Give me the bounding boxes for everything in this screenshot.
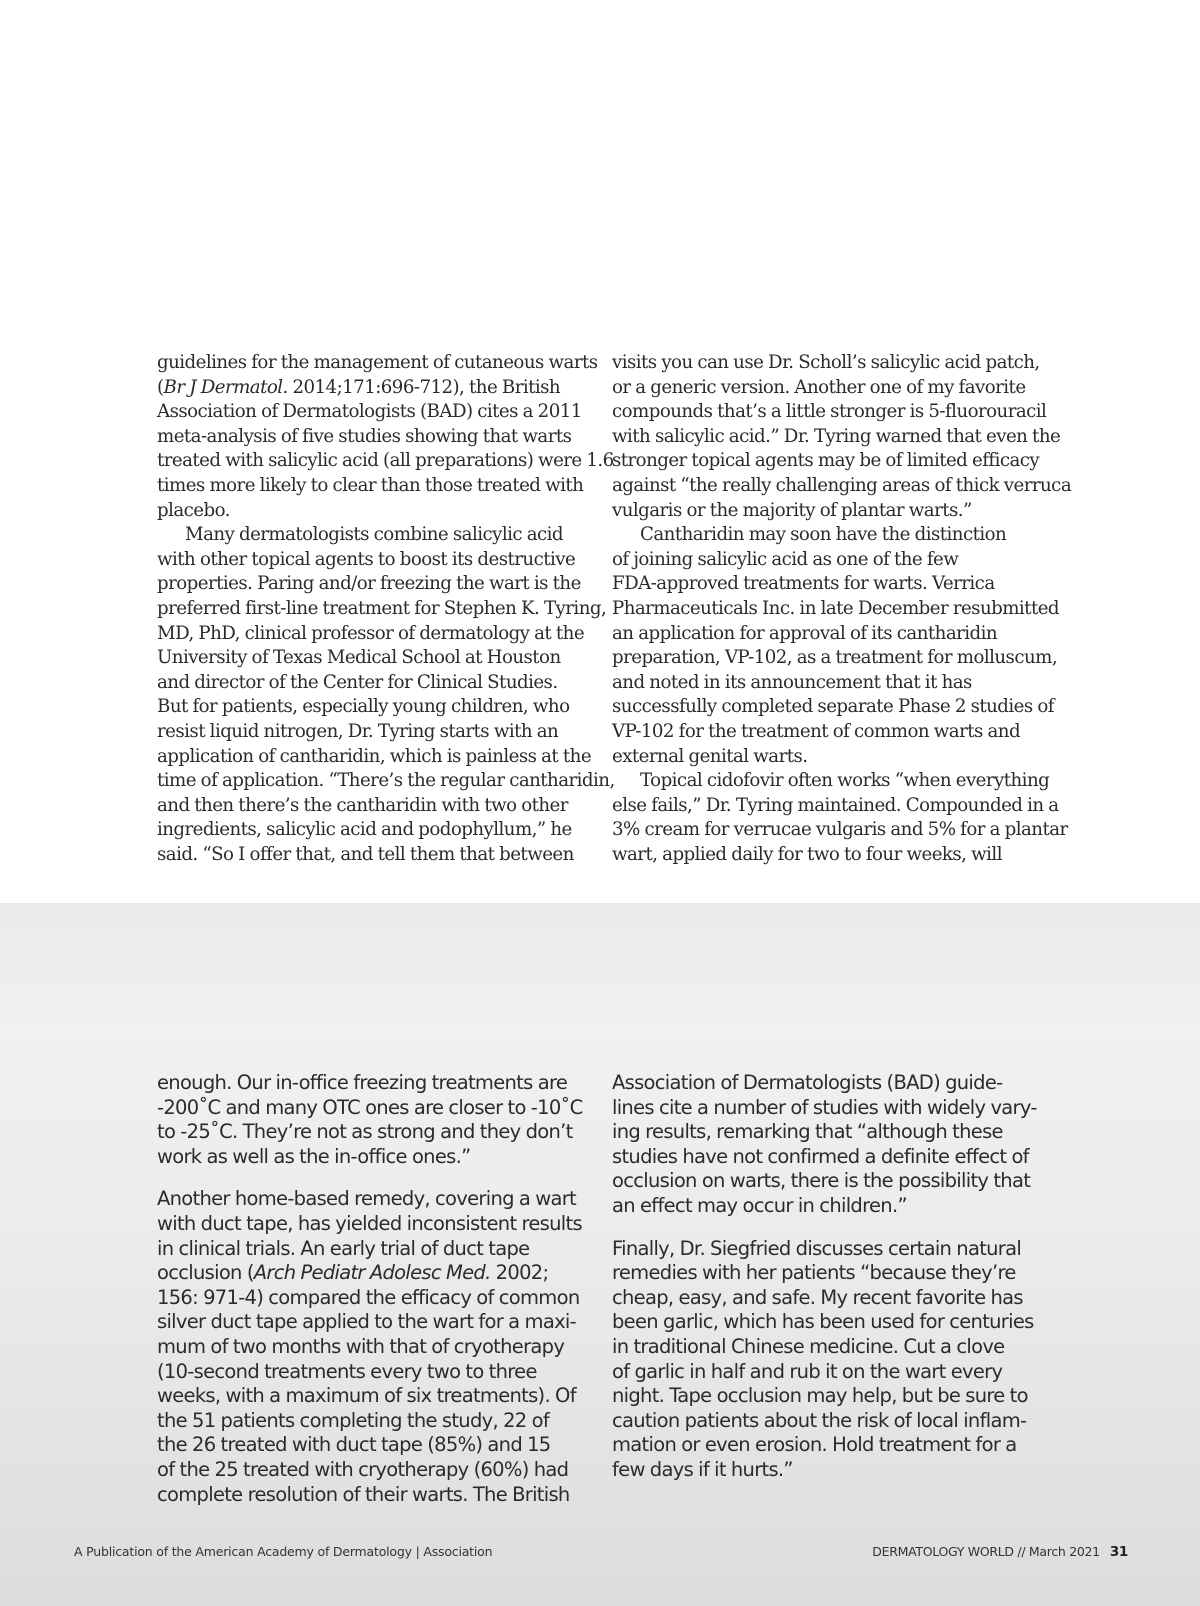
text-line: been garlic, which has been used for centuries xyxy=(612,1310,1034,1334)
text-line: (10-second treatments every two to three xyxy=(157,1359,537,1383)
text-line: to -25˚C. They’re not as strong and they don’t xyxy=(157,1120,573,1144)
text-line: MD, PhD, clinical professor of dermatology at the xyxy=(157,622,585,644)
text-line: times more likely to clear than those treated with xyxy=(157,474,584,496)
text-line: guidelines for the management of cutaneous warts xyxy=(157,352,598,373)
text-line: in clinical trials. An early trial of duct tape xyxy=(157,1236,530,1260)
text-line: resist liquid nitrogen, Dr. Tyring starts with an xyxy=(157,720,559,742)
text-line: successfully completed separate Phase 2 studies of xyxy=(612,696,1054,718)
text-line: in traditional Chinese medicine. Cut a clove xyxy=(612,1334,1005,1358)
text-line: FDA-approved treatments for warts. Verrica xyxy=(612,573,995,595)
text-line: with other topical agents to boost its destructive xyxy=(157,548,576,570)
text-line: complete resolution of their warts. The British xyxy=(157,1482,570,1506)
text-line: ingredients, salicylic acid and podophyllum,” he xyxy=(157,819,572,841)
text-line: weeks, with a maximum of six treatments). Of xyxy=(157,1384,576,1408)
text-line: VP-102 for the treatment of common warts and xyxy=(612,720,1021,742)
text-line: against “the really challenging areas of thick verruca xyxy=(612,474,1072,496)
text-line: enough. Our in-office freezing treatments are xyxy=(157,1071,568,1094)
text-line: wart, applied daily for two to four weeks, will xyxy=(612,843,1002,865)
text-line: vulgaris or the majority of plantar warts.” xyxy=(612,499,972,521)
text-line: and noted in its announcement that it has xyxy=(612,671,972,693)
text-line: caution patients about the risk of local inflam- xyxy=(612,1408,1027,1432)
text-line: with duct tape, has yielded inconsistent results xyxy=(157,1211,582,1235)
text-line: Finally, Dr. Siegfried discusses certain natural xyxy=(612,1236,1022,1260)
text-line: said. “So I offer that, and tell them that between xyxy=(157,843,574,865)
text-line: placebo. xyxy=(157,499,230,521)
text-line: occlusion on warts, there is the possibility that xyxy=(612,1169,1031,1193)
article-column-3 xyxy=(157,1071,589,1507)
text-line: Cantharidin may soon have the distinction xyxy=(640,524,1007,546)
text-line: the 51 patients completing the study, 22 of xyxy=(157,1408,549,1432)
text-line: Pharmaceuticals Inc. in late December resubmitted xyxy=(612,597,1060,619)
text-line: ing results, remarking that “although these xyxy=(612,1120,1003,1144)
text-line: with salicylic acid.” Dr. Tyring warned that even the xyxy=(612,425,1061,447)
text-line: stronger topical agents may be of limited efficacy xyxy=(612,450,1040,472)
text-line: visits you can use Dr. Scholl’s salicylic acid patch, xyxy=(612,352,1040,373)
text-line: Association of Dermatologists (BAD) cites a 2011 xyxy=(157,401,582,423)
text-line: (Br J Dermatol. 2014;171:696-712), the British xyxy=(157,376,561,398)
text-line: compounds that’s a little stronger is 5-fluorouracil xyxy=(612,401,1047,423)
text-line: But for patients, especially young children, who xyxy=(157,696,570,718)
text-line: preferred first-line treatment for Stephen K. Tyring, xyxy=(157,597,607,619)
article-column-2 xyxy=(612,351,1072,867)
text-line: an effect may occur in children.” xyxy=(612,1193,907,1217)
text-line: occlusion (Arch Pediatr Adolesc Med. 2002; xyxy=(157,1261,549,1285)
text-line: time of application. “There’s the regular cantharidin, xyxy=(157,770,615,792)
text-line: 3% cream for verrucae vulgaris and 5% for a plantar xyxy=(612,819,1068,841)
text-line: properties. Paring and/or freezing the wart is the xyxy=(157,573,581,595)
text-line: meta-analysis of five studies showing that warts xyxy=(157,425,572,447)
text-line: few days if it hurts.” xyxy=(612,1457,793,1481)
page-number: 31 xyxy=(1109,1544,1128,1560)
text-line: Many dermatologists combine salicylic acid xyxy=(185,524,564,546)
paragraph xyxy=(157,1071,589,1169)
text-line: external genital warts. xyxy=(612,745,808,767)
text-line: else fails,” Dr. Tyring maintained. Compounded in a xyxy=(612,794,1059,816)
text-line: the 26 treated with duct tape (85%) and 15 xyxy=(157,1433,551,1457)
journal-citation: Br J Dermatol. xyxy=(163,376,288,398)
footer-magazine-info xyxy=(872,1544,1128,1560)
text-line: lines cite a number of studies with widely vary- xyxy=(612,1095,1037,1119)
text-line: 156: 971-4) compared the efficacy of common xyxy=(157,1285,580,1309)
paragraph xyxy=(612,1071,1044,1219)
text-line: of joining salicylic acid as one of the few xyxy=(612,548,959,570)
text-line: studies have not confirmed a definite effect of xyxy=(612,1144,1029,1168)
paragraph xyxy=(612,1237,1044,1483)
paragraph xyxy=(157,1187,589,1507)
text-line: or a generic version. Another one of my favorite xyxy=(612,376,1026,398)
text-line: treated with salicylic acid (all preparations) were 1.6 xyxy=(157,450,614,472)
text-line: application of cantharidin, which is painless at the xyxy=(157,745,592,767)
text-line: Topical cidofovir often works “when everything xyxy=(640,770,1050,792)
footer-magazine-issue: DERMATOLOGY WORLD // March 2021 xyxy=(872,1544,1100,1559)
article-column-4 xyxy=(612,1071,1044,1483)
text-line: cheap, easy, and safe. My recent favorite has xyxy=(612,1285,1023,1309)
article-column-1 xyxy=(157,351,615,867)
text-line: silver duct tape applied to the wart for a maxi- xyxy=(157,1310,576,1334)
text-line: mation or even erosion. Hold treatment for a xyxy=(612,1433,1017,1457)
text-line: Another home-based remedy, covering a wart xyxy=(157,1187,576,1211)
text-line: work as well as the in-office ones.” xyxy=(157,1144,471,1168)
text-line: Association of Dermatologists (BAD) guide- xyxy=(612,1071,1003,1094)
text-line: of garlic in half and rub it on the wart every xyxy=(612,1359,1003,1383)
top-blank-area xyxy=(0,0,1200,340)
text-line: mum of two months with that of cryotherapy xyxy=(157,1334,565,1358)
text-line: night. Tape occlusion may help, but be sure to xyxy=(612,1384,1028,1408)
text-line: University of Texas Medical School at Houston xyxy=(157,647,561,669)
text-line: and then there’s the cantharidin with two other xyxy=(157,794,568,816)
footer-publisher: A Publication of the American Academy of Dermatology | Association xyxy=(74,1544,493,1559)
text-line: preparation, VP-102, as a treatment for molluscum, xyxy=(612,647,1058,669)
text-line: and director of the Center for Clinical Studies. xyxy=(157,671,558,693)
text-line: remedies with her patients “because they’re xyxy=(612,1261,1016,1285)
text-line: of the 25 treated with cryotherapy (60%) had xyxy=(157,1457,569,1481)
text-line: an application for approval of its cantharidin xyxy=(612,622,998,644)
journal-citation: Arch Pediatr Adolesc Med. xyxy=(253,1261,491,1285)
text-line: -200˚C and many OTC ones are closer to -10˚C xyxy=(157,1095,583,1119)
